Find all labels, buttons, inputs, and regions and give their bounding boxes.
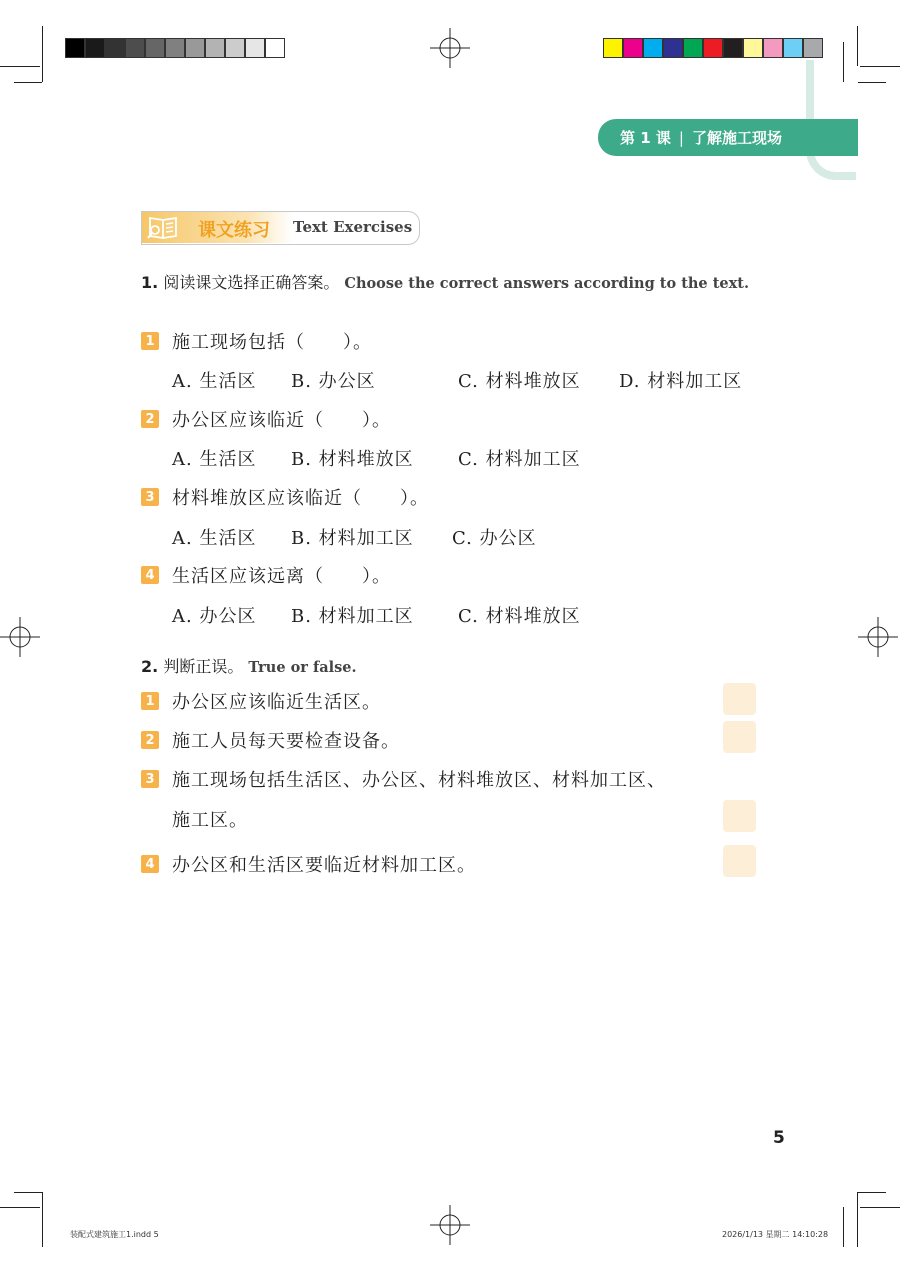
gray-swatch (265, 38, 285, 58)
option-c[interactable]: C. 办公区 (452, 528, 537, 549)
statement-badge: 3 (141, 770, 159, 788)
option-a[interactable]: A. 生活区 (172, 449, 257, 470)
statement-text: 施工现场包括生活区、办公区、材料堆放区、材料加工区、 (172, 770, 666, 791)
gray-ramp-bar (65, 38, 285, 58)
option-a[interactable]: A. 办公区 (172, 606, 257, 627)
color-swatch (743, 38, 763, 58)
color-swatch (803, 38, 823, 58)
question-stem: 施工现场包括（ ）。 (172, 332, 372, 353)
lesson-separator: | (678, 128, 684, 147)
exercise1-instruction-cn: 阅读课文选择正确答案。 (163, 273, 340, 292)
option-d[interactable]: D. 材料加工区 (619, 371, 743, 392)
exercise2-instruction (141, 654, 357, 677)
gray-swatch (85, 38, 105, 58)
color-swatch (783, 38, 803, 58)
color-swatch (723, 38, 743, 58)
option-b[interactable]: B. 材料堆放区 (291, 449, 414, 470)
exercise1-number: 1. (141, 273, 159, 292)
gray-swatch (165, 38, 185, 58)
section-banner (141, 211, 420, 245)
gray-swatch (65, 38, 85, 58)
slug-timestamp: 2026/1/13 星期二 14:10:28 (722, 1230, 829, 1239)
statement-text: 施工人员每天要检查设备。 (172, 731, 400, 752)
option-c[interactable]: C. 材料加工区 (458, 449, 581, 470)
true-false-answer-box[interactable] (723, 721, 756, 753)
exercise2-number: 2. (141, 657, 159, 676)
color-swatch (763, 38, 783, 58)
gray-swatch (185, 38, 205, 58)
true-false-answer-box[interactable] (723, 800, 756, 832)
question-badge: 2 (141, 410, 159, 428)
exercise1-instruction (141, 270, 749, 293)
option-c[interactable]: C. 材料堆放区 (458, 606, 581, 627)
statement-text-continued: 施工区。 (172, 810, 248, 831)
gray-swatch (145, 38, 165, 58)
lesson-title: 了解施工现场 (691, 129, 782, 147)
question-badge: 4 (141, 566, 159, 584)
option-c[interactable]: C. 材料堆放区 (458, 371, 581, 392)
registration-mark-right (858, 617, 898, 657)
statement-badge: 1 (141, 692, 159, 710)
exercise1-instruction-en: Choose the correct answers according to the text. (344, 275, 750, 292)
option-a[interactable]: A. 生活区 (172, 371, 257, 392)
color-swatch (643, 38, 663, 58)
page-number: 5 (773, 1128, 785, 1148)
registration-mark-left (0, 617, 40, 657)
color-swatch (623, 38, 643, 58)
question-stem: 材料堆放区应该临近（ ）。 (172, 488, 429, 509)
color-swatch (683, 38, 703, 58)
book-magnifier-icon (146, 215, 182, 241)
gray-swatch (225, 38, 245, 58)
exercise2-instruction-en: True or false. (248, 659, 357, 676)
color-swatch (663, 38, 683, 58)
option-a[interactable]: A. 生活区 (172, 528, 257, 549)
slug-filename: 装配式建筑施工1.indd 5 (70, 1230, 159, 1239)
registration-mark-bottom (430, 1205, 470, 1245)
color-control-bar (603, 38, 823, 58)
gray-swatch (245, 38, 265, 58)
lesson-header-tab (598, 119, 858, 156)
statement-badge: 4 (141, 855, 159, 873)
question-stem: 办公区应该临近（ ）。 (172, 410, 391, 431)
color-swatch (603, 38, 623, 58)
section-title-cn: 课文练习 (198, 220, 270, 241)
exercise2-instruction-cn: 判断正误。 (163, 657, 244, 676)
question-stem: 生活区应该远离（ ）。 (172, 566, 391, 587)
option-b[interactable]: B. 材料加工区 (291, 528, 414, 549)
question-badge: 1 (141, 332, 159, 350)
option-b[interactable]: B. 材料加工区 (291, 606, 414, 627)
section-title-en: Text Exercises (293, 218, 413, 236)
true-false-answer-box[interactable] (723, 683, 756, 715)
gray-swatch (205, 38, 225, 58)
gray-swatch (125, 38, 145, 58)
option-b[interactable]: B. 办公区 (291, 371, 376, 392)
gray-swatch (105, 38, 125, 58)
statement-text: 办公区和生活区要临近材料加工区。 (172, 855, 476, 876)
statement-text: 办公区应该临近生活区。 (172, 692, 381, 713)
true-false-answer-box[interactable] (723, 845, 756, 877)
color-swatch (703, 38, 723, 58)
question-badge: 3 (141, 488, 159, 506)
lesson-label: 第 1 课 (620, 129, 671, 147)
statement-badge: 2 (141, 731, 159, 749)
registration-mark-top (430, 28, 470, 68)
